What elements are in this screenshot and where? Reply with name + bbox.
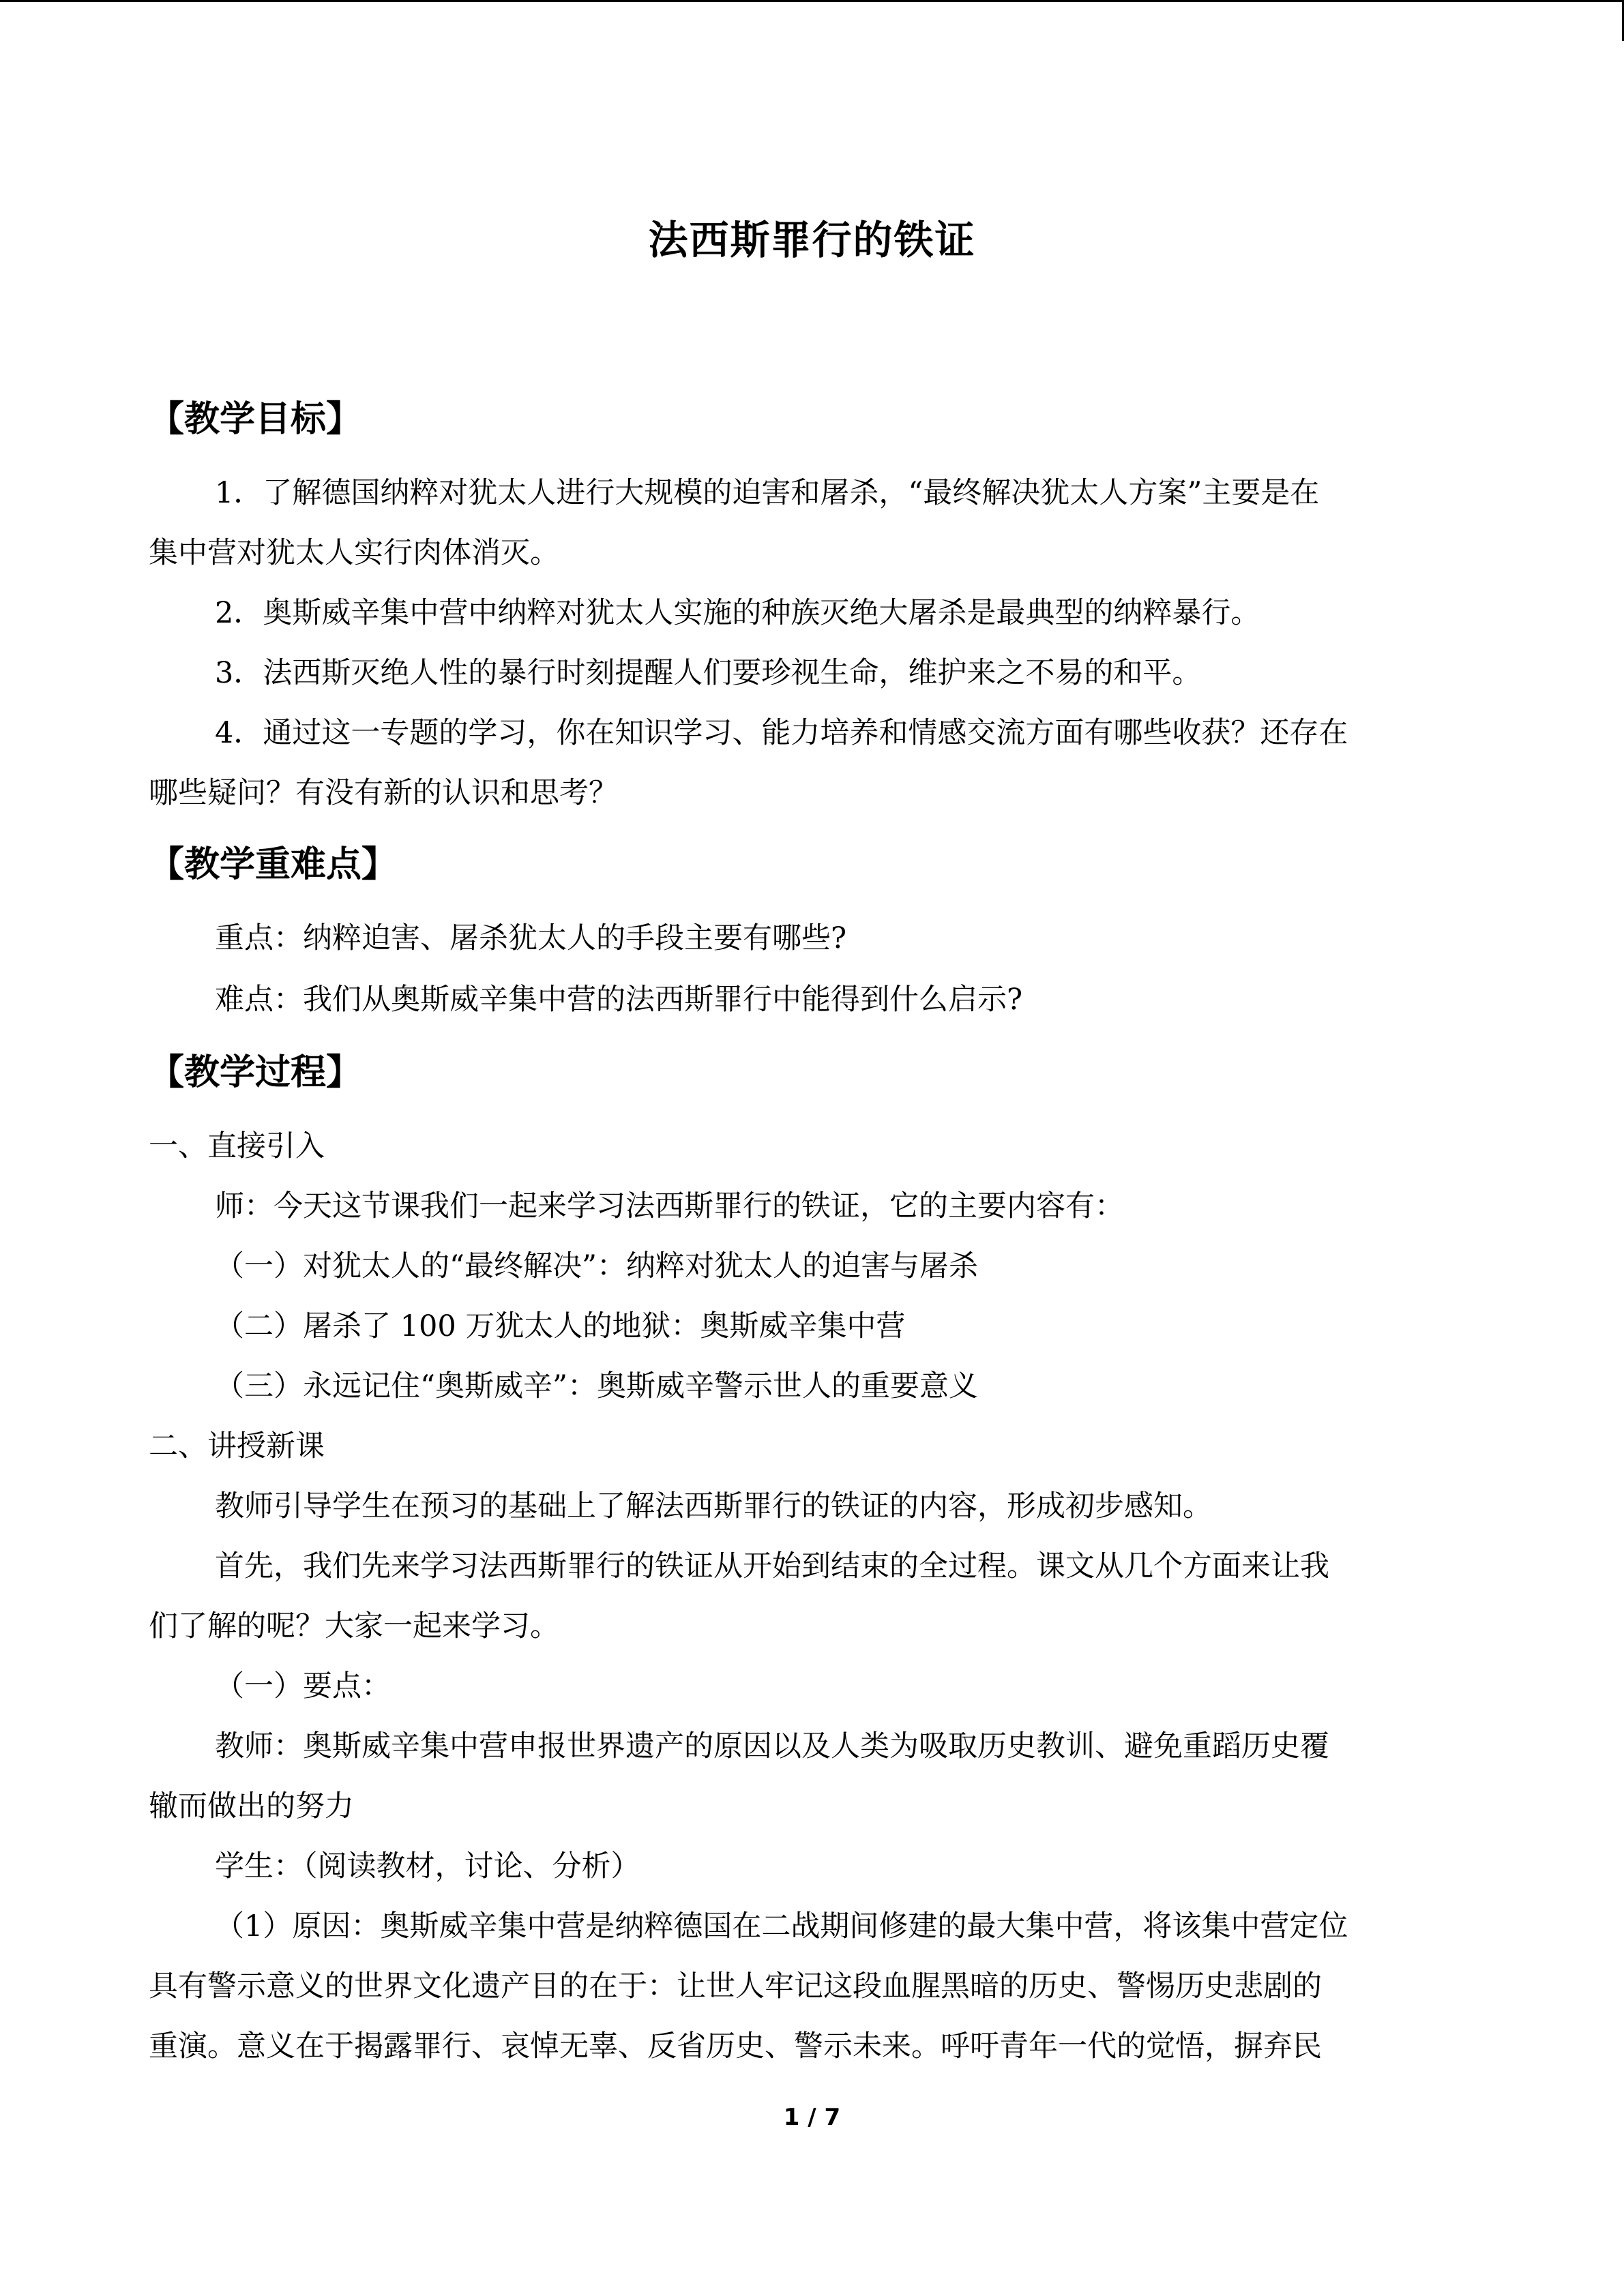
document-title: 法西斯罪行的铁证 — [648, 217, 976, 263]
section-intro-heading: 一、直接引入 — [149, 1129, 325, 1163]
page-number: 1 / 7 — [783, 2104, 841, 2131]
objective-1-line-2: 集中营对犹太人实行肉体消灭。 — [149, 536, 559, 570]
difficult-point: 难点：我们从奥斯威辛集中营的法西斯罪行中能得到什么启示? — [215, 983, 1023, 1017]
objectives-heading: 【教学目标】 — [149, 399, 362, 440]
content-item-1: （一）对犹太人的“最终解决”：纳粹对犹太人的迫害与屠杀 — [215, 1249, 978, 1283]
reason-line-2: 具有警示意义的世界文化遗产目的在于：让世人牢记这段血腥黑暗的历史、警惕历史悲剧的 — [149, 1969, 1322, 2003]
process-heading: 【教学过程】 — [149, 1052, 362, 1093]
objective-3: 3．法西斯灭绝人性的暴行时刻提醒人们要珍视生命，维护来之不易的和平。 — [215, 656, 1202, 690]
reason-line-1: （1）原因：奥斯威辛集中营是纳粹德国在二战期间修建的最大集中营，将该集中营定位 — [215, 1909, 1348, 1943]
section-new-lesson-heading: 二、讲授新课 — [149, 1429, 325, 1463]
first-step-line-2: 们了解的呢？大家一起来学习。 — [149, 1609, 559, 1643]
reason-line-3: 重演。意义在于揭露罪行、哀悼无辜、反省历史、警示未来。呼吁青年一代的觉悟，摒弃民 — [149, 2029, 1322, 2063]
content-item-2: （二）屠杀了 100 万犹太人的地狱：奥斯威辛集中营 — [215, 1309, 906, 1343]
first-step-line-1: 首先，我们先来学习法西斯罪行的铁证从开始到结束的全过程。课文从几个方面来让我 — [215, 1549, 1329, 1583]
key-points-label: （一）要点： — [215, 1669, 391, 1703]
teacher-guide: 教师引导学生在预习的基础上了解法西斯罪行的铁证的内容，形成初步感知。 — [215, 1489, 1212, 1523]
teacher-question-line-1: 教师：奥斯威辛集中营申报世界遗产的原因以及人类为吸取历史教训、避免重蹈历史覆 — [215, 1729, 1329, 1763]
page-top-border — [0, 0, 1624, 2]
key-point: 重点：纳粹迫害、屠杀犹太人的手段主要有哪些? — [215, 921, 847, 955]
objective-1-line-1: 1．了解德国纳粹对犹太人进行大规模的迫害和屠杀，“最终解决犹太人方案”主要是在 — [215, 476, 1320, 510]
objective-2: 2．奥斯威辛集中营中纳粹对犹太人实施的种族灭绝大屠杀是最典型的纳粹暴行。 — [215, 596, 1260, 630]
content-item-3: （三）永远记住“奥斯威辛”：奥斯威辛警示世人的重要意义 — [215, 1369, 978, 1403]
teacher-intro: 师：今天这节课我们一起来学习法西斯罪行的铁证，它的主要内容有： — [215, 1189, 1124, 1223]
objective-4-line-1: 4．通过这一专题的学习，你在知识学习、能力培养和情感交流方面有哪些收获？还存在 — [215, 716, 1348, 750]
teacher-question-line-2: 辙而做出的努力 — [149, 1789, 354, 1823]
objective-4-line-2: 哪些疑问？有没有新的认识和思考？ — [149, 776, 618, 810]
keypoints-heading: 【教学重难点】 — [149, 844, 398, 885]
student-activity: 学生：（阅读教材，讨论、分析） — [215, 1849, 640, 1883]
